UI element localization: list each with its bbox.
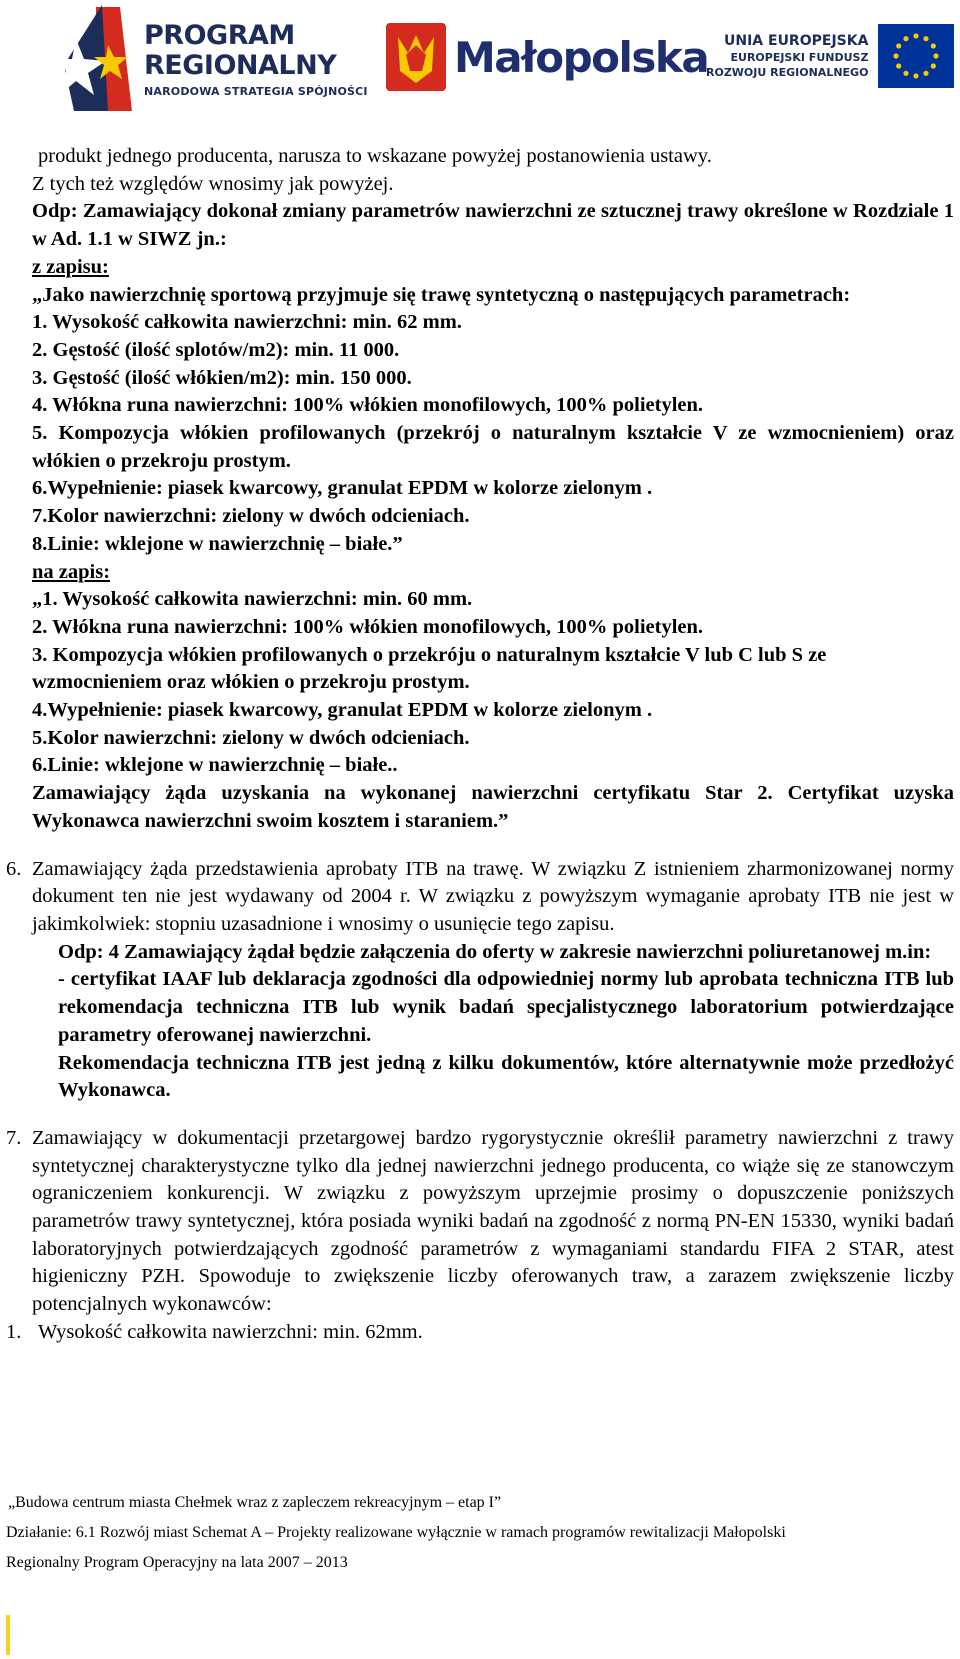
certificate-text: Zamawiający żąda uzyskania na wykonanej nawierzchni certyfikatu Star 2. Certyfikat uzyska Wykonawca nawierzchni swoim kosztem i staraniem.”: [32, 782, 954, 832]
point-6-certificate: - certyfikat IAAF lub deklaracja zgodności dla odpowiedniej normy lub aprobata techniczna ITB lub rekomendacja techniczna ITB lub wynik badań specjalistycznego laboratorium potwierdzające parametry oferowanej nawierzchni.: [58, 968, 954, 1046]
point-6-recommendation: Rekomendacja techniczna ITB jest jedną z kilku dokumentów, które alternatywnie może przedłożyć Wykonawca.: [58, 1051, 954, 1102]
spec-item: 7.Kolor nawierzchni: zielony w dwóch odcieniach.: [32, 505, 470, 528]
footer-program: Regionalny Program Operacyjny na lata 2007 – 2013: [6, 1554, 348, 1571]
eu-line1: UNIA EUROPEJSKA: [724, 32, 869, 49]
text-line: produkt jednego producenta, narusza to wskazane powyżej postanowienia ustawy.: [38, 145, 712, 167]
malopolska-logo: [386, 22, 708, 92]
program-regionalny-line2: REGIONALNY: [144, 49, 337, 81]
spec-item: 4. Włókna runa nawierzchni: 100% włókien monofilowych, 100% polietylen.: [32, 394, 704, 417]
eu-line2: EUROPEJSKI FUNDUSZ: [730, 50, 869, 64]
footer-project-title: „Budowa centrum miasta Chełmek wraz z zapleczem rekreacyjnym – etap I”: [8, 1494, 502, 1511]
spec-item: 8.Linie: wklejone w nawierzchnię – białe.”: [32, 532, 403, 555]
spec-item: 6.Linie: wklejone w nawierzchnię – białe..: [32, 754, 398, 777]
footer-action: Działanie: 6.1 Rozwój miast Schemat A – Projekty realizowane wyłącznie w ramach programów rewitalizacji Małopolski: [6, 1524, 786, 1541]
point-6: [6, 856, 954, 939]
program-regionalny-emblem-icon: [62, 5, 134, 113]
point-7: [6, 1125, 954, 1319]
eu-flag-icon: [878, 24, 954, 88]
point-number: 7.: [6, 1126, 22, 1149]
spec-item: 2. Gęstość (ilość splotów/m2): min. 11 000.: [32, 338, 400, 361]
program-regionalny-logo: [62, 4, 368, 114]
document-body: [6, 143, 954, 1347]
footer-accent-bar: [6, 1615, 10, 1655]
spec-item: 5.Kolor nawierzchni: zielony w dwóch odcieniach.: [32, 726, 470, 749]
spec-item: 3. Kompozycja włókien profilowanych o przekróju o naturalnym kształcie V lub C lub S ze wzmocnieniem oraz włókien o przekroju prostym.: [32, 643, 827, 694]
section-label-to: na zapis:: [32, 560, 111, 583]
page-header: [0, 0, 960, 120]
point-7-item-1: [6, 1319, 954, 1347]
spec-item: 3. Gęstość (ilość włókien/m2): min. 150 000.: [32, 366, 412, 389]
item-number: 1.: [6, 1320, 22, 1343]
program-regionalny-line3: NARODOWA STRATEGIA SPÓJNOŚCI: [144, 84, 368, 98]
answer-text: Odp: Zamawiający dokonał zmiany parametrów nawierzchni ze sztucznej trawy określone w Rozdziale 1 w Ad. 1.1 w SIWZ jn.:: [32, 200, 954, 251]
section-label-from: z zapisu:: [32, 255, 109, 278]
malopolska-wordmark: Małopolska: [454, 32, 709, 82]
spec-item: 1. Wysokość całkowita nawierzchni: min. 62 mm.: [32, 311, 462, 334]
malopolska-emblem-icon: [386, 23, 446, 91]
page-footer: [6, 1488, 956, 1578]
spec-item: 2. Włókna runa nawierzchni: 100% włókien monofilowych, 100% polietylen.: [32, 615, 704, 638]
program-regionalny-line1: PROGRAM: [144, 19, 295, 51]
point-number: 6.: [6, 857, 22, 880]
spec-item: 6.Wypełnienie: piasek kwarcowy, granulat EPDM w kolorze zielonym .: [32, 477, 653, 500]
text-line: Z tych też względów wnosimy jak powyżej.: [32, 172, 394, 195]
quote-text: „Jako nawierzchnię sportową przyjmuje się trawę syntetyczną o następujących parametrach:: [32, 283, 851, 306]
eu-logo: [706, 20, 954, 92]
spec-item: 5. Kompozycja włókien profilowanych (przekrój o naturalnym kształcie V ze wzmocnieniem) oraz włókien o przekroju prostym.: [32, 422, 954, 472]
item-text: Wysokość całkowita nawierzchni: min. 62mm.: [38, 1320, 423, 1343]
spec-item: 4.Wypełnienie: piasek kwarcowy, granulat EPDM w kolorze zielonym .: [32, 699, 653, 722]
point-7-text: Zamawiający w dokumentacji przetargowej bardzo rygorystycznie określił parametry nawierzchni z trawy syntetycznej charakterystyczne tylko dla jednej nawierzchni jednego producenta, co wiąże się ze stanowczym ograniczeniem konkurencji. W związku z powyższym uprzejmie prosimy o dopuszczenie poniższych parametrów trawy syntetycznej, która posiada wyniki badań na zgodność z normą PN-EN 15330, wyniki badań laboratoryjnych potwierdzających zgodność parametrów z wymaganiami standardu FIFA 2 STAR, atest higieniczny PZH. Spowoduje to zwiększenie liczby oferowanych traw, a zarazem zwiększenie liczby potencjalnych wykonawców:: [32, 1126, 954, 1316]
point-6-answer: Odp: 4 Zamawiający żądał będzie załączenia do oferty w zakresie nawierzchni poliuretanowej m.in:: [58, 940, 932, 963]
point-6-text: Zamawiający żąda przedstawienia aprobaty ITB na trawę. W związku Z istnieniem zharmonizowanej normy dokument ten nie jest wydawany od 2004 r. W związku z powyższym wymaganie aprobaty ITB nie jest w jakimkolwiek: stopniu uzasadnione i wnosimy o usunięcie tego zapisu.: [32, 857, 954, 935]
spec-item: „1. Wysokość całkowita nawierzchni: min. 60 mm.: [32, 588, 473, 611]
eu-line3: ROZWOJU REGIONALNEGO: [706, 65, 869, 79]
